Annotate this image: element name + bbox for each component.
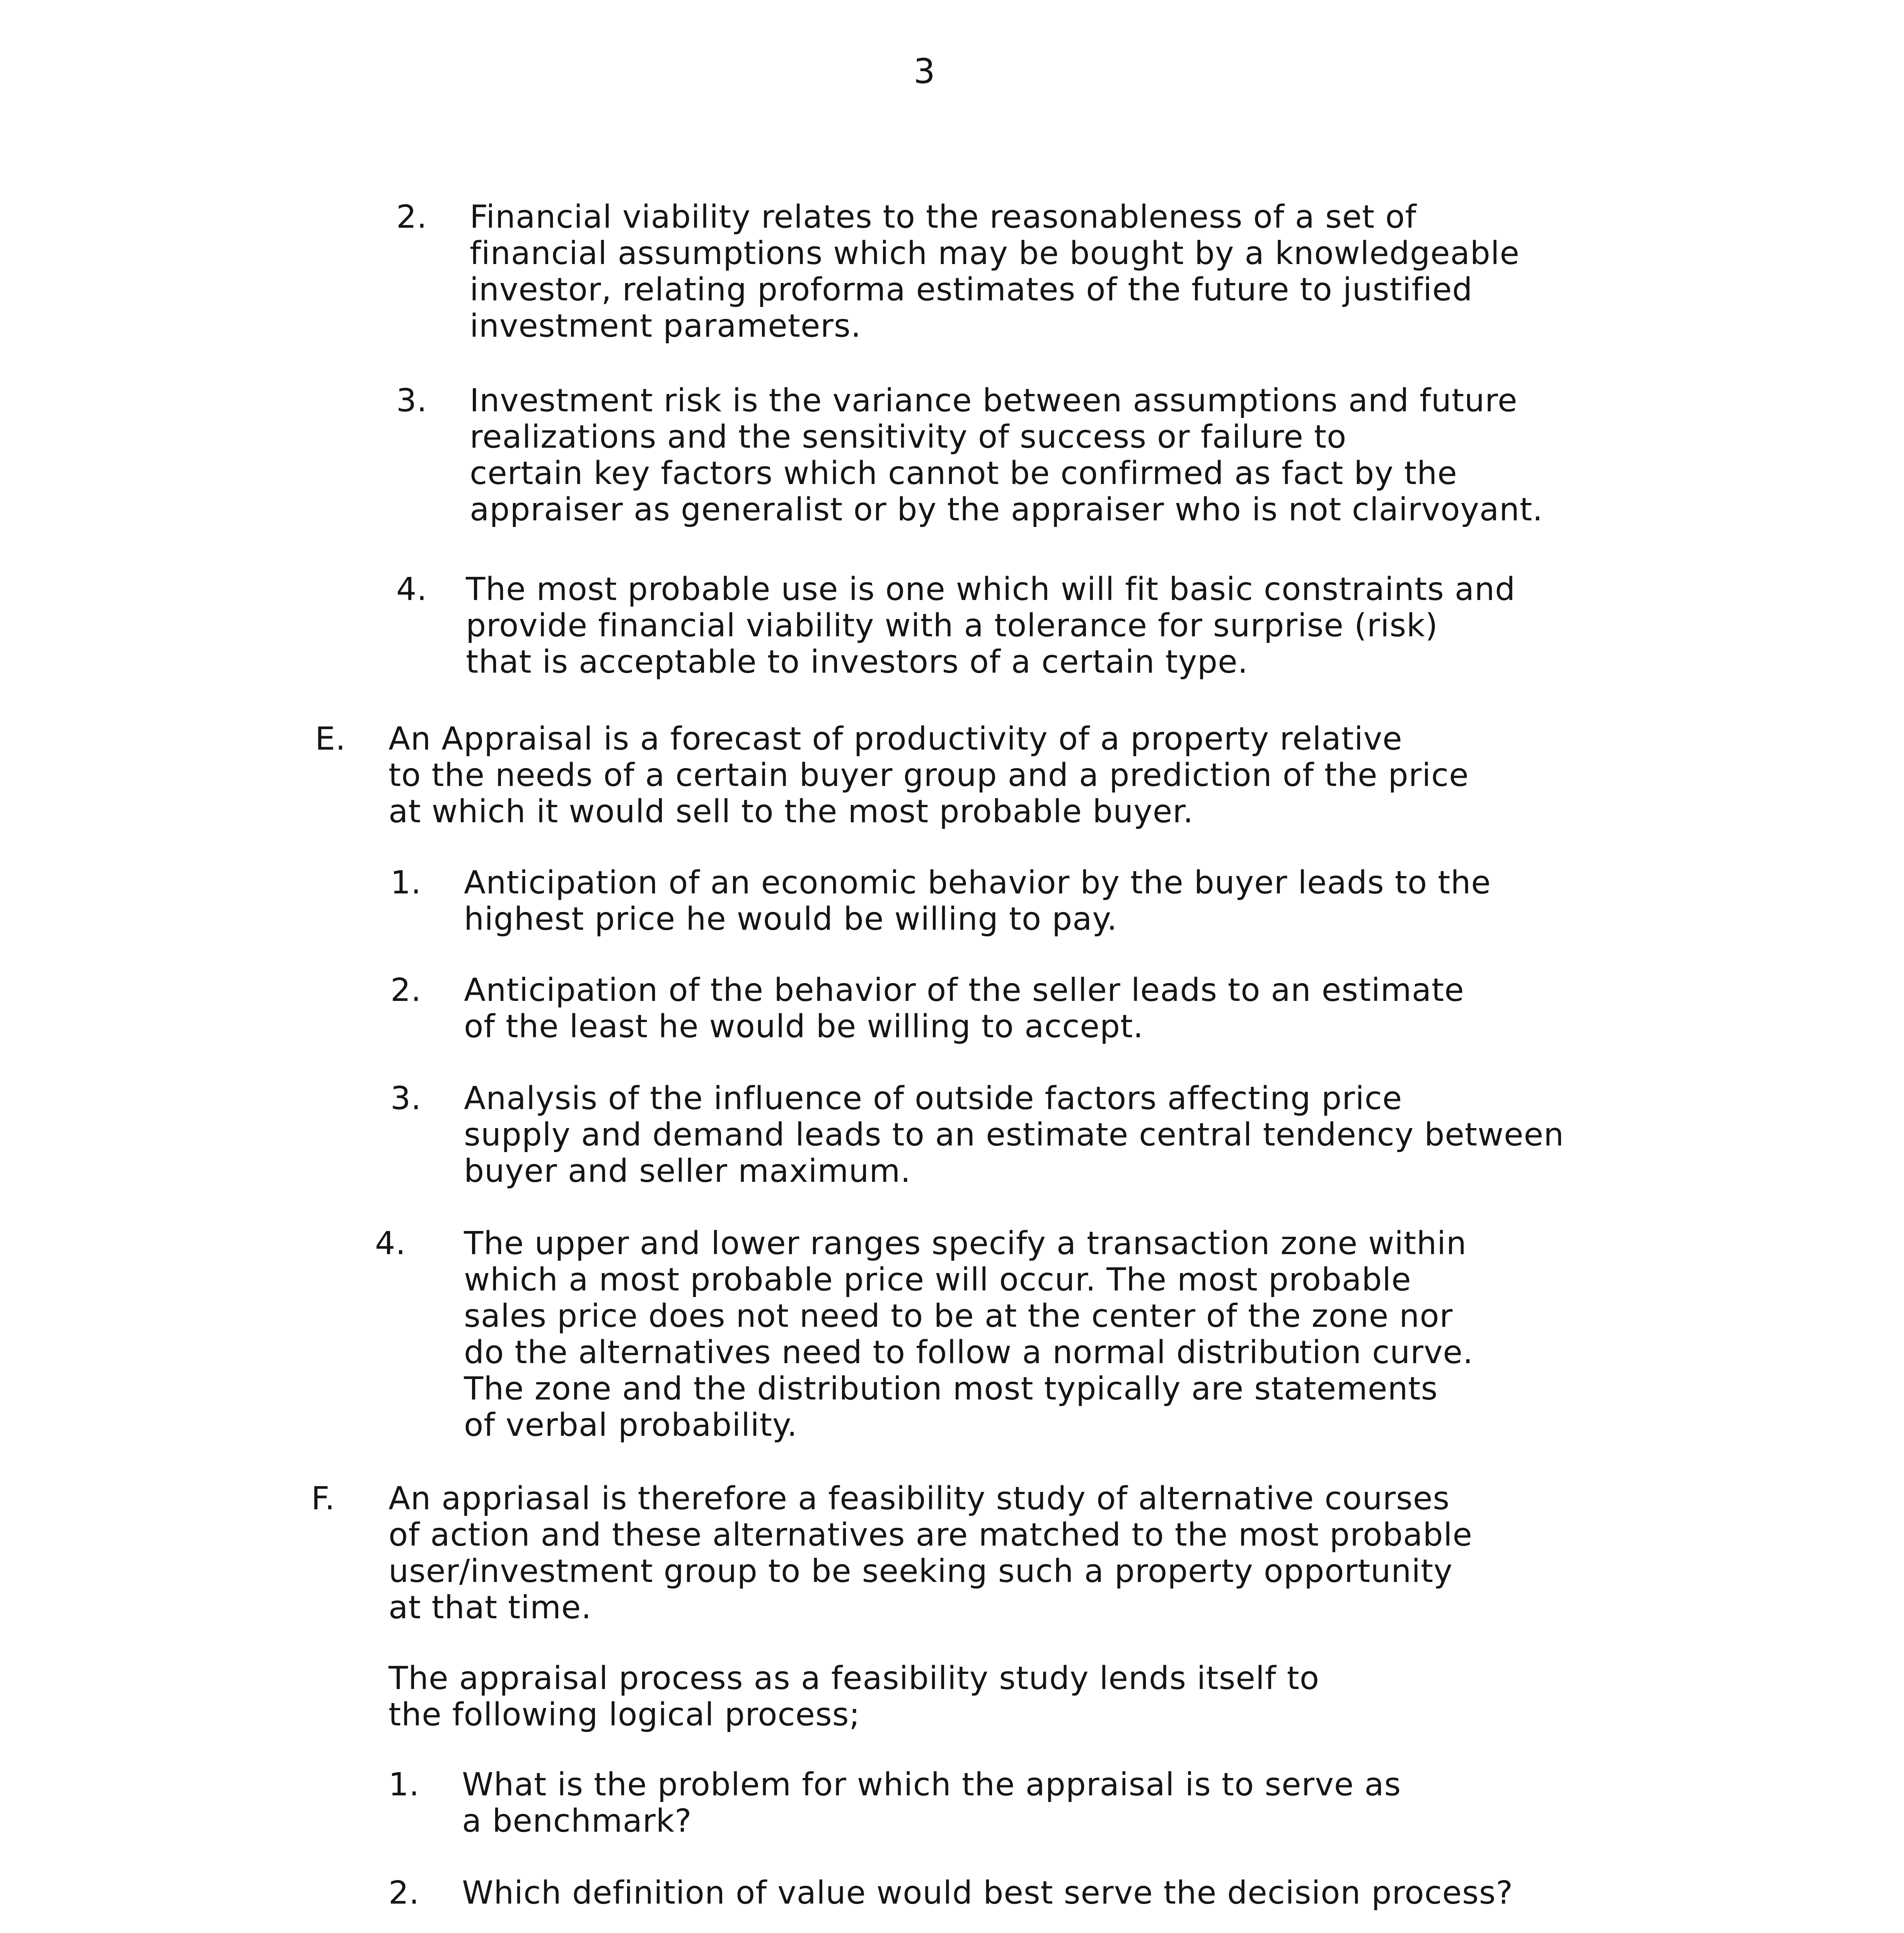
e-item-2-line-2: of the least he would be willing to accept. bbox=[464, 1008, 1144, 1045]
d-item-3-line-4: appraiser as generalist or by the appraiser who is not clairvoyant. bbox=[470, 491, 1543, 528]
section-e-line-2: to the needs of a certain buyer group and a prediction of the price bbox=[389, 757, 1469, 794]
section-f-line-2: of action and these alternatives are matched to the most probable bbox=[389, 1517, 1473, 1553]
section-f-intro-line-2: the following logical process; bbox=[389, 1696, 861, 1733]
e-item-4-line-2: which a most probable price will occur. The most probable bbox=[464, 1261, 1411, 1298]
e-item-4-line-5: The zone and the distribution most typically are statements bbox=[464, 1370, 1438, 1407]
e-item-3-number: 3. bbox=[390, 1080, 422, 1117]
f-item-1-number: 1. bbox=[389, 1766, 420, 1803]
section-f-line-4: at that time. bbox=[389, 1589, 592, 1626]
d-item-4-number: 4. bbox=[396, 571, 428, 608]
d-item-2 bbox=[396, 199, 1520, 344]
section-e-line-1: An Appraisal is a forecast of productivity of a property relative bbox=[389, 721, 1403, 757]
e-item-3 bbox=[390, 1080, 1564, 1190]
section-e-letter: E. bbox=[315, 721, 346, 757]
d-item-3-line-1: Investment risk is the variance between assumptions and future bbox=[470, 382, 1518, 419]
e-item-1 bbox=[390, 864, 1491, 938]
e-item-2 bbox=[390, 972, 1464, 1045]
section-e-line-3: at which it would sell to the most probable buyer. bbox=[389, 793, 1194, 830]
e-item-3-line-1: Analysis of the influence of outside factors affecting price bbox=[464, 1080, 1403, 1117]
d-item-2-line-3: investor, relating proforma estimates of the future to justified bbox=[470, 271, 1473, 308]
e-item-4-line-4: do the alternatives need to follow a normal distribution curve. bbox=[464, 1334, 1473, 1371]
section-f-letter: F. bbox=[311, 1480, 336, 1517]
f-item-2 bbox=[389, 1875, 1513, 1911]
section-f-intro-line-1: The appraisal process as a feasibility study lends itself to bbox=[389, 1660, 1319, 1697]
e-item-3-line-2: supply and demand leads to an estimate central tendency between bbox=[464, 1117, 1564, 1153]
e-item-4-line-6: of verbal probability. bbox=[464, 1407, 798, 1444]
d-item-2-number: 2. bbox=[396, 199, 428, 235]
d-item-2-line-1: Financial viability relates to the reasonableness of a set of bbox=[470, 199, 1417, 235]
d-item-4-line-1: The most probable use is one which will fit basic constraints and bbox=[466, 571, 1516, 608]
f-item-2-line-1: Which definition of value would best serve the decision process? bbox=[462, 1875, 1513, 1911]
f-item-2-number: 2. bbox=[389, 1875, 420, 1911]
d-item-2-line-2: financial assumptions which may be bought by a knowledgeable bbox=[470, 235, 1520, 272]
e-item-3-line-3: buyer and seller maximum. bbox=[464, 1153, 911, 1190]
d-item-3-number: 3. bbox=[396, 382, 428, 419]
section-f-intro bbox=[389, 1660, 1319, 1733]
section-e bbox=[315, 721, 1469, 830]
e-item-1-line-1: Anticipation of an economic behavior by the buyer leads to the bbox=[464, 864, 1491, 901]
section-f bbox=[311, 1480, 1473, 1626]
section-f-line-1: An appriasal is therefore a feasibility study of alternative courses bbox=[389, 1480, 1450, 1517]
e-item-2-line-1: Anticipation of the behavior of the seller leads to an estimate bbox=[464, 972, 1464, 1009]
f-item-1-line-1: What is the problem for which the appraisal is to serve as bbox=[462, 1766, 1401, 1803]
e-item-4-number: 4. bbox=[375, 1225, 406, 1262]
e-item-1-number: 1. bbox=[390, 864, 422, 901]
f-item-1 bbox=[389, 1766, 1401, 1839]
e-item-4-line-1: The upper and lower ranges specify a transaction zone within bbox=[464, 1225, 1467, 1262]
page-number: 3 bbox=[914, 51, 935, 91]
e-item-2-number: 2. bbox=[390, 972, 422, 1009]
d-item-4-line-3: that is acceptable to investors of a certain type. bbox=[466, 644, 1248, 680]
d-item-3 bbox=[396, 382, 1543, 528]
d-item-3-line-3: certain key factors which cannot be confirmed as fact by the bbox=[470, 455, 1457, 492]
d-item-2-line-4: investment parameters. bbox=[470, 308, 861, 344]
d-item-4-line-2: provide financial viability with a tolerance for surprise (risk) bbox=[466, 607, 1438, 644]
section-f-line-3: user/investment group to be seeking such a property opportunity bbox=[389, 1553, 1453, 1590]
f-item-1-line-2: a benchmark? bbox=[462, 1803, 692, 1839]
e-item-4-line-3: sales price does not need to be at the center of the zone nor bbox=[464, 1298, 1453, 1335]
e-item-4 bbox=[375, 1225, 1473, 1444]
e-item-1-line-2: highest price he would be willing to pay. bbox=[464, 901, 1118, 938]
d-item-3-line-2: realizations and the sensitivity of success or failure to bbox=[470, 419, 1347, 455]
d-item-4 bbox=[396, 571, 1516, 680]
